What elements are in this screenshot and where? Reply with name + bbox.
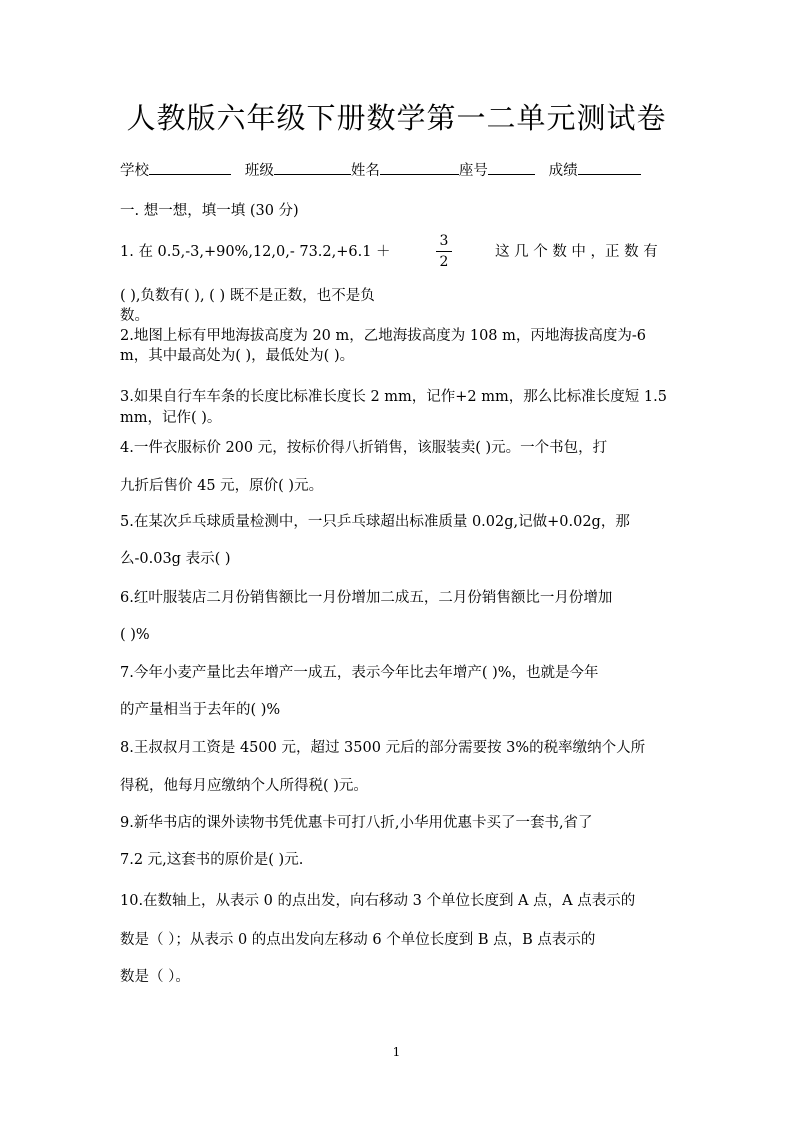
fraction-bar	[436, 251, 452, 252]
section-heading: 一. 想一想，填一填 (30 分)	[120, 203, 299, 219]
q1-line2: ( ),负数有( ), ( ) 既不是正数，也不是负	[120, 288, 375, 304]
score-label: 成绩	[548, 163, 578, 179]
q3-line2: mm，记作( )。	[120, 410, 222, 426]
q9-line2: 7.2 元,这套书的原价是( )元.	[120, 852, 304, 868]
score-blank[interactable]	[578, 160, 641, 175]
class-label: 班级	[244, 163, 274, 179]
q4-line2: 九折后售价 45 元，原价( )元。	[120, 478, 324, 494]
q2-line1: 2.地图上标有甲地海拔高度为 20 m，乙地海拔高度为 108 m，丙地海拔高度为-6	[120, 328, 647, 344]
name-blank[interactable]	[380, 160, 459, 175]
seat-blank[interactable]	[488, 160, 535, 175]
q1-line1-b: 这 几 个 数 中 ，正 数 有	[495, 244, 658, 260]
q1-fraction	[436, 233, 452, 270]
fraction-numerator: 3	[439, 233, 449, 249]
q7-line2: 的产量相当于去年的( )%	[120, 702, 281, 718]
q8-line2: 得税，他每月应缴纳个人所得税( )元。	[120, 778, 368, 794]
q7-line1: 7.今年小麦产量比去年增产一成五，表示今年比去年增产( )%，也就是今年	[120, 665, 599, 681]
q2-line2: m，其中最高处为( )，最低处为( )。	[120, 348, 355, 364]
q6-line1: 6.红叶服装店二月份销售额比一月份增加二成五，二月份销售额比一月份增加	[120, 590, 613, 606]
q3-line1: 3.如果自行车车条的长度比标准长度长 2 mm，记作+2 mm，那么比标准长度短 1.5	[120, 389, 667, 405]
school-blank[interactable]	[149, 160, 231, 175]
q4-line1: 4.一件衣服标价 200 元，按标价得八折销售，该服装卖( )元。一个书包，打	[120, 440, 608, 456]
q10-line3: 数是（ ）。	[120, 969, 190, 985]
student-info-line	[120, 160, 641, 181]
class-blank[interactable]	[274, 160, 351, 175]
q6-line2: ( )%	[120, 627, 150, 643]
q8-line1: 8.王叔叔月工资是 4500 元，超过 3500 元后的部分需要按 3%的税率缴纳个人所	[120, 740, 646, 756]
q10-line2: 数是（ ）；从表示 0 的点出发向左移动 6 个单位长度到 B 点，B 点表示的	[120, 932, 596, 948]
q5-line1: 5.在某次乒乓球质量检测中，一只乒乓球超出标准质量 0.02g,记做+0.02g，那	[120, 514, 630, 530]
school-label: 学校	[120, 163, 149, 179]
name-label: 姓名	[350, 163, 380, 179]
q5-line2: 么-0.03g 表示( )	[120, 551, 231, 567]
q1-line3: 数。	[120, 308, 149, 324]
page-number: 1	[392, 1045, 401, 1059]
q10-line1: 10.在数轴上，从表示 0 的点出发，向右移动 3 个单位长度到 A 点，A 点表示的	[120, 893, 636, 909]
fraction-denominator: 2	[439, 254, 449, 270]
q1-line1-a: 1. 在 0.5,-3,+90%,12,0,- 73.2,+6.1 ＋	[120, 244, 391, 260]
q9-line1: 9.新华书店的课外读物书凭优惠卡可打八折,小华用优惠卡买了一套书,省了	[120, 815, 593, 831]
page-title: 人教版六年级下册数学第一二单元测试卷	[126, 101, 667, 135]
seat-label: 座号	[458, 163, 488, 179]
